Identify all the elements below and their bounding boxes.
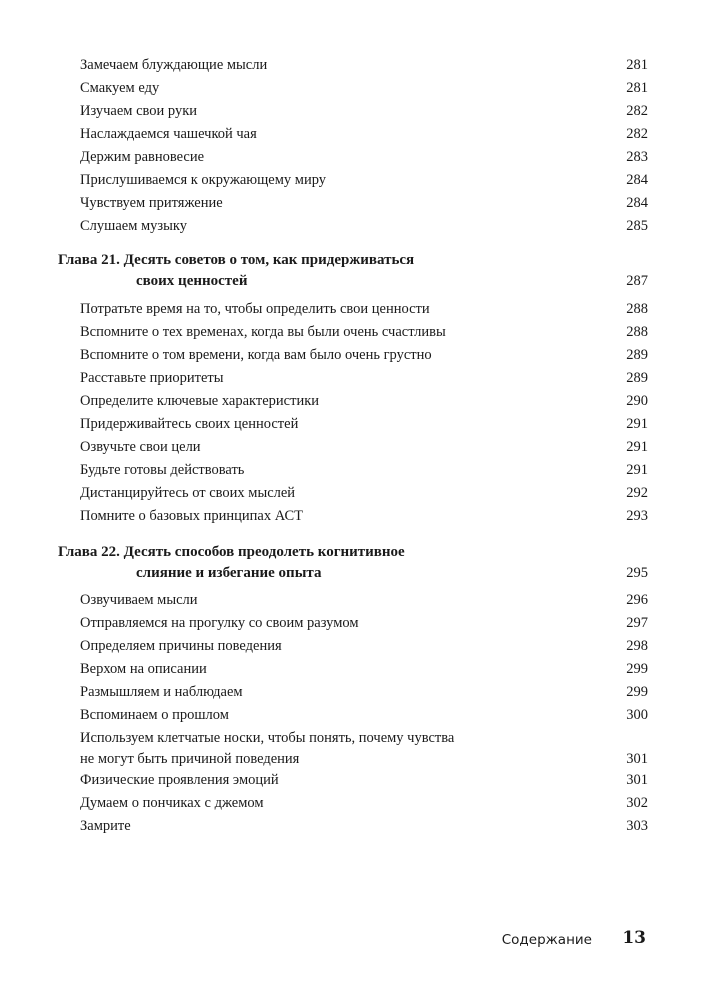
toc-entry[interactable]	[80, 794, 648, 812]
toc-entry[interactable]	[80, 392, 648, 410]
toc-entry-page: 281	[626, 57, 648, 73]
toc-entry[interactable]	[80, 683, 648, 701]
toc-entry-page: 289	[626, 347, 648, 363]
footer-section-label: Содержание	[501, 932, 592, 948]
toc-entry-title: Вспомните о тех временах, когда вы были очень счастливы	[80, 324, 446, 340]
toc-entry-page: 299	[626, 684, 648, 700]
toc-entry-title: Слушаем музыку	[80, 218, 187, 234]
toc-entry-page: 288	[626, 301, 648, 317]
toc-entry-page: 288	[626, 324, 648, 340]
toc-entry-page: 301	[626, 751, 648, 767]
toc-entry-title: Озвучьте свои цели	[80, 439, 201, 455]
toc-entry-title: Расставьте приоритеты	[80, 370, 224, 386]
toc-entry[interactable]	[80, 415, 648, 433]
toc-entry[interactable]	[80, 369, 648, 387]
chapter-page: 295	[626, 565, 648, 581]
toc-entry-page: 301	[626, 772, 648, 788]
toc-entry-title: Потратьте время на то, чтобы определить свои ценности	[80, 301, 430, 317]
toc-entry[interactable]	[80, 438, 648, 456]
toc-entry[interactable]	[80, 194, 648, 212]
toc-entry-page: 281	[626, 80, 648, 96]
toc-entry-title: Вспомните о том времени, когда вам было очень грустно	[80, 347, 432, 363]
toc-entry[interactable]	[80, 346, 648, 364]
toc-entry[interactable]	[80, 771, 648, 789]
toc-entry-title: Придерживайтесь своих ценностей	[80, 416, 299, 432]
toc-entry-title: Размышляем и наблюдаем	[80, 684, 243, 700]
toc-entry-page: 291	[626, 439, 648, 455]
toc-entry[interactable]	[80, 148, 648, 166]
toc-entry[interactable]	[80, 171, 648, 189]
toc-entry[interactable]	[80, 507, 648, 525]
toc-entry-page: 289	[626, 370, 648, 386]
chapter-title-line1: Глава 21. Десять советов о том, как придерживаться	[58, 252, 415, 268]
toc-entry-title: Озвучиваем мысли	[80, 592, 198, 608]
chapter-title-line1: Глава 22. Десять способов преодолеть когнитивное	[58, 544, 405, 560]
toc-entry-page: 300	[626, 707, 648, 723]
toc-entry-page: 296	[626, 592, 648, 608]
toc-entry-title: Определяем причины поведения	[80, 638, 282, 654]
toc-entry-page: 282	[626, 126, 648, 142]
toc-entry[interactable]	[80, 706, 648, 724]
toc-entry-multiline[interactable]	[80, 729, 648, 769]
toc-entry[interactable]	[80, 217, 648, 235]
toc-entry-page: 284	[626, 195, 648, 211]
toc-entry-page: 290	[626, 393, 648, 409]
toc-entry-page: 299	[626, 661, 648, 677]
toc-entry-title: Замрите	[80, 818, 131, 834]
toc-entry[interactable]	[80, 323, 648, 341]
toc-entry-page: 302	[626, 795, 648, 811]
toc-entry[interactable]	[80, 614, 648, 632]
toc-entry-page: 282	[626, 103, 648, 119]
toc-entry-title: Думаем о пончиках с джемом	[80, 795, 264, 811]
toc-entry-title: Смакуем еду	[80, 80, 160, 96]
toc-entry[interactable]	[80, 102, 648, 120]
toc-entry-title: Замечаем блуждающие мысли	[80, 57, 268, 73]
toc-entry[interactable]	[80, 56, 648, 74]
page-number: 13	[622, 928, 646, 948]
chapter-page: 287	[626, 273, 648, 289]
toc-entry-title: Изучаем свои руки	[80, 103, 198, 119]
toc-entry-page: 283	[626, 149, 648, 165]
toc-entry-page: 284	[626, 172, 648, 188]
toc-entry-page: 291	[626, 416, 648, 432]
toc-entry[interactable]	[80, 461, 648, 479]
toc-entry-title: Физические проявления эмоций	[80, 772, 279, 788]
toc-entry[interactable]	[80, 484, 648, 502]
toc-entry[interactable]	[80, 79, 648, 97]
toc-entry-title: Прислушиваемся к окружающему миру	[80, 172, 327, 188]
toc-entry-title: Помните о базовых принципах АСТ	[80, 508, 303, 524]
toc-chapter-heading[interactable]	[58, 251, 648, 295]
toc-entry-title: Держим равновесие	[80, 149, 205, 165]
toc-entry-title: Отправляемся на прогулку со своим разумом	[80, 615, 359, 631]
toc-entry-title: Будьте готовы действовать	[80, 462, 245, 478]
toc-entry-page: 293	[626, 508, 648, 524]
toc-entry-title: Верхом на описании	[80, 661, 207, 677]
toc-entry-page: 292	[626, 485, 648, 501]
toc-entry-page: 291	[626, 462, 648, 478]
chapter-title-line2: своих ценностей	[136, 273, 248, 289]
toc-chapter-heading[interactable]	[58, 543, 648, 587]
toc-entry-title: Чувствуем притяжение	[80, 195, 223, 211]
toc-entry[interactable]	[80, 660, 648, 678]
chapter-title-line2: слияние и избегание опыта	[136, 565, 322, 581]
toc-entry[interactable]	[80, 300, 648, 318]
toc-entry-title: Определите ключевые характеристики	[80, 393, 320, 409]
toc-entry[interactable]	[80, 591, 648, 609]
toc-entry-page: 303	[626, 818, 648, 834]
toc-entry-page: 298	[626, 638, 648, 654]
toc-entry-title-line1: Используем клетчатые носки, чтобы понять, почему чувства	[80, 730, 455, 746]
toc-entry-title: Дистанцируйтесь от своих мыслей	[80, 485, 296, 501]
toc-entry-title: Вспоминаем о прошлом	[80, 707, 229, 723]
toc-entry[interactable]	[80, 125, 648, 143]
toc-entry[interactable]	[80, 817, 648, 835]
toc-entry-page: 297	[626, 615, 648, 631]
toc-entry[interactable]	[80, 637, 648, 655]
toc-entry-title-line2: не могут быть причиной поведения	[80, 751, 300, 767]
toc-entry-title: Наслаждаемся чашечкой чая	[80, 126, 257, 142]
toc-entry-page: 285	[626, 218, 648, 234]
